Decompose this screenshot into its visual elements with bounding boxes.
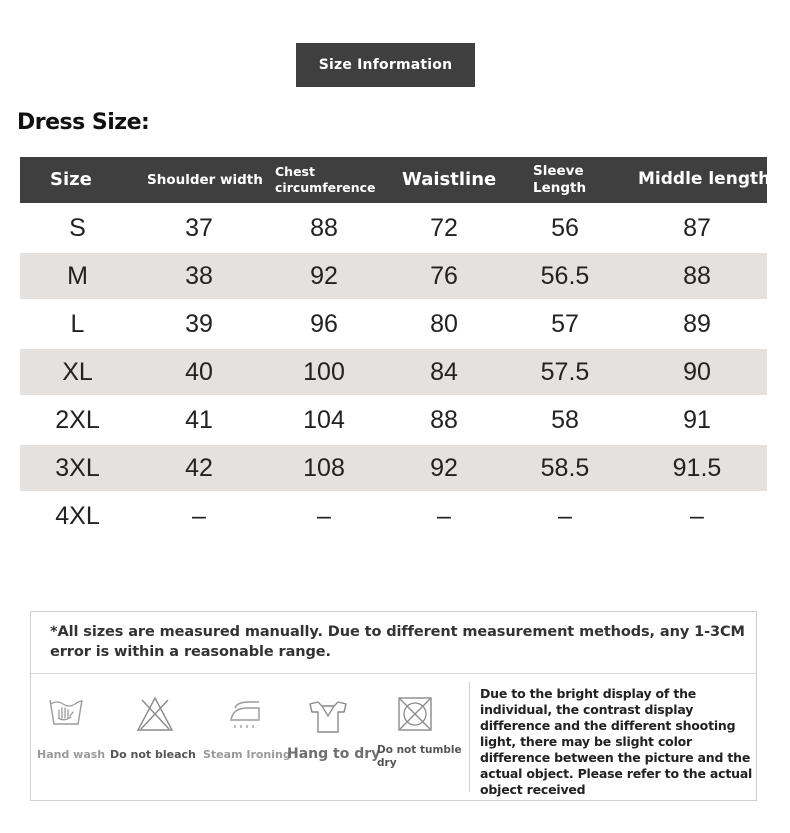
cell-size: S [69,213,86,242]
cell-sleeve: – [558,501,572,530]
care-label-do-not-tumble-dry: Do not tumble dry [377,744,462,769]
table-row [20,491,767,541]
cell-waist: 80 [430,309,458,338]
cell-chest: 88 [310,213,338,242]
cell-shoulder: 42 [135,445,263,491]
table-row [20,203,767,253]
measurement-note: *All sizes are measured manually. Due to different measurement methods, any 1-3CM error is within a reasonable range. [50,624,745,660]
care-divider [469,682,470,792]
cell-waist: 72 [430,213,458,242]
cell-sleeve: 56 [551,213,579,242]
header-shoulder-width: Shoulder width [147,171,263,188]
cell-chest: 108 [263,445,385,491]
do-not-bleach-icon [136,696,174,732]
cell-size: 4XL [55,501,100,530]
cell-sleeve: 58.5 [503,445,627,491]
cell-chest: – [317,501,331,530]
hand-wash-icon [48,696,84,728]
table-row [20,253,767,299]
table-row [20,395,767,445]
table-header-row [20,157,767,203]
cell-waist: 92 [385,445,503,491]
cell-length: – [690,501,704,530]
cell-sleeve: 56.5 [503,253,627,299]
table-row [20,349,767,395]
cell-sleeve: 57.5 [503,349,627,395]
hang-to-dry-icon [308,700,348,734]
care-label-hang-to-dry: Hang to dry [287,746,381,762]
cell-length: 91 [683,405,711,434]
header-waistline: Waistline [402,168,497,190]
care-label-steam-ironing: Steam Ironing [203,748,291,761]
cell-length: 90 [627,349,767,395]
dress-size-heading: Dress Size: [17,110,150,135]
cell-shoulder: 39 [185,309,213,338]
divider [31,673,756,674]
cell-length: 87 [683,213,711,242]
size-table [20,157,771,541]
header-sleeve-length: Sleeve Length [533,163,587,196]
cell-size: 3XL [20,445,135,491]
care-info-box [30,611,757,801]
cell-length: 88 [627,253,767,299]
do-not-tumble-dry-icon [397,696,433,732]
cell-chest: 96 [310,309,338,338]
steam-iron-icon [227,700,263,730]
cell-size: 2XL [55,405,100,434]
cell-waist: 76 [385,253,503,299]
table-row [20,445,767,491]
cell-size: XL [20,349,135,395]
cell-shoulder: 38 [135,253,263,299]
color-disclaimer: Due to the bright display of the individual, the contrast display difference and the different shooting light, there may be slight color difference between the picture and the actual object. Please refer to the actual object received [480,686,753,797]
cell-sleeve: 58 [551,405,579,434]
cell-shoulder: 37 [185,213,213,242]
cell-shoulder: 40 [135,349,263,395]
care-label-do-not-bleach: Do not bleach [110,748,196,761]
cell-size: M [20,253,135,299]
banner-label: Size Information [318,57,453,73]
cell-length: 89 [683,309,711,338]
cell-chest: 104 [303,405,345,434]
cell-length: 91.5 [627,445,767,491]
cell-size: L [70,309,85,338]
care-label-hand-wash: Hand wash [37,748,106,761]
table-row [20,299,767,349]
size-information-banner [296,43,475,87]
cell-waist: 88 [430,405,458,434]
cell-sleeve: 57 [551,309,579,338]
cell-shoulder: – [192,501,206,530]
header-chest-circumference: Chest circumference [275,164,376,195]
header-size: Size [50,168,92,190]
cell-shoulder: 41 [185,405,213,434]
header-middle-length: Middle length [638,169,771,190]
cell-chest: 92 [263,253,385,299]
cell-chest: 100 [263,349,385,395]
cell-waist: – [437,501,451,530]
cell-waist: 84 [385,349,503,395]
